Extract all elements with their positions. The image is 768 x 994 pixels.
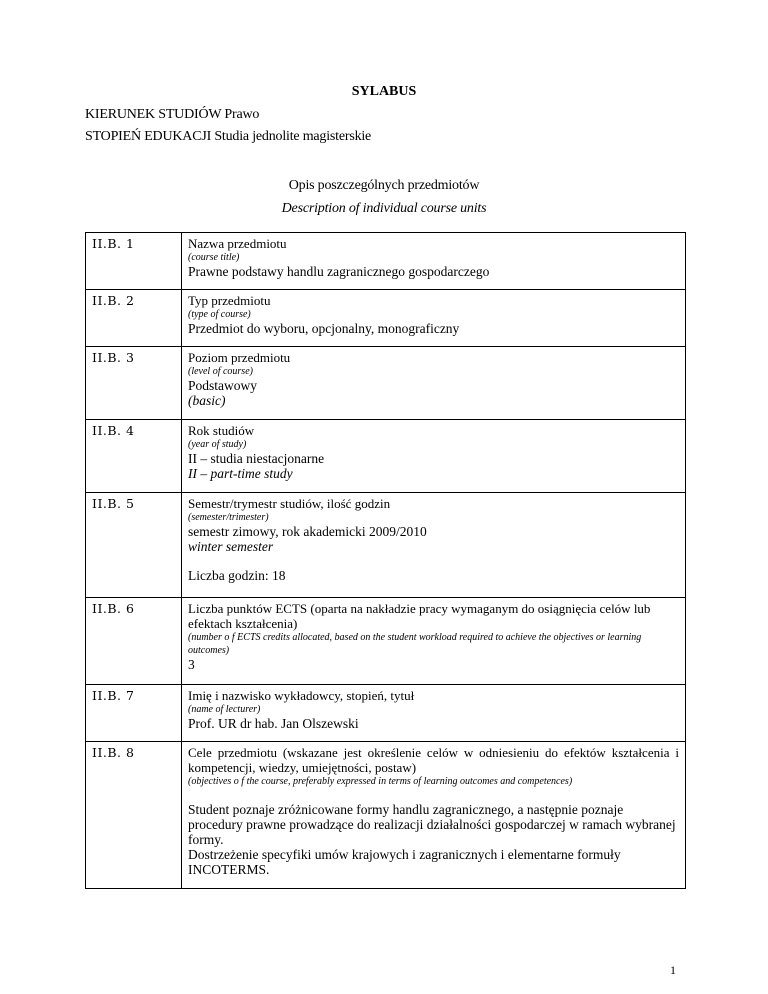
row-code: II.B. 4 (86, 420, 182, 493)
table-row (86, 598, 686, 685)
row-label: Semestr/trymestr studiów, ilość godzin (188, 496, 391, 511)
row-content (182, 742, 686, 889)
row-content (182, 685, 686, 742)
row-label-english: (year of study) (188, 439, 247, 450)
row-code: II.B. 2 (86, 290, 182, 347)
row-code: II.B. 3 (86, 347, 182, 420)
table-row (86, 493, 686, 598)
row-content (182, 347, 686, 420)
row-code: II.B. 8 (86, 742, 182, 889)
row-content (182, 598, 686, 685)
table-row (86, 290, 686, 347)
row-label-english: (course title) (188, 252, 240, 263)
row-content (182, 290, 686, 347)
row-label: Nazwa przedmiotu (188, 236, 287, 251)
education-level: STOPIEŃ EDUKACJI Studia jednolite magisterskie (85, 129, 372, 144)
row-label-english: (name of lecturer) (188, 704, 261, 715)
table-row (86, 420, 686, 493)
row-label: Poziom przedmiotu (188, 350, 291, 365)
row-label-english: (semester/trimester) (188, 512, 269, 523)
row-content (182, 493, 686, 598)
row-value-english: II – part-time study (188, 466, 293, 481)
row-code: II.B. 6 (86, 598, 182, 685)
table-row (86, 742, 686, 889)
row-label: Imię i nazwisko wykładowcy, stopień, tytuł (188, 688, 415, 703)
row-code: II.B. 5 (86, 493, 182, 598)
row-code: II.B. 1 (86, 233, 182, 290)
row-value: Prof. UR dr hab. Jan Olszewski (188, 716, 359, 731)
hours-count: Liczba godzin: 18 (188, 568, 286, 583)
row-content (182, 233, 686, 290)
table-row (86, 347, 686, 420)
heading-polish: Opis poszczególnych przedmiotów (288, 178, 480, 193)
row-label: Cele przedmiotu (wskazane jest określenie celów w odniesieniu do efektów kształcenia i kompetencji, wiedzy, umiejętności, postaw) (188, 745, 679, 775)
syllabus-table (85, 232, 686, 889)
row-value-english: winter semester (188, 539, 274, 554)
row-value: II – studia niestacjonarne (188, 451, 325, 466)
row-label: Typ przedmiotu (188, 293, 271, 308)
row-value: Podstawowy (188, 378, 258, 393)
course-objectives-2: Dostrzeżenie specyfiki umów krajowych i zagranicznych i elementarne formuły INCOTERMS. (188, 847, 621, 877)
table-row (86, 233, 686, 290)
page-number: 1 (670, 963, 676, 977)
row-label-english: (objectives o f the course, preferably expressed in terms of learning outcomes and competences) (188, 776, 573, 787)
row-value: Przedmiot do wyboru, opcjonalny, monograficzny (188, 321, 460, 336)
course-objectives: Student poznaje zróżnicowane formy handlu zagranicznego, a następnie poznaje procedury prawne prowadzące do realizacji działalności gospodarczej w ramach wybranej formy. (188, 802, 676, 847)
row-value: semestr zimowy, rok akademicki 2009/2010 (188, 524, 427, 539)
row-value: 3 (188, 657, 195, 672)
row-value-english: (basic) (188, 393, 226, 408)
row-code: II.B. 7 (86, 685, 182, 742)
row-label-english: (number o f ECTS credits allocated, based on the student workload required to achieve the objectives or learning outcomes) (188, 632, 642, 656)
row-label: Rok studiów (188, 423, 255, 438)
field-of-study: KIERUNEK STUDIÓW Prawo (85, 107, 260, 122)
page-title: SYLABUS (351, 84, 417, 99)
row-label-english: (level of course) (188, 366, 253, 377)
row-value: Prawne podstawy handlu zagranicznego gospodarczego (188, 264, 490, 279)
spacer (188, 788, 679, 802)
heading-english: Description of individual course units (281, 201, 487, 216)
spacer (188, 554, 679, 568)
row-label: Liczba punktów ECTS (oparta na nakładzie pracy wymaganym do osiągnięcia celów lub efektach kształcenia) (188, 601, 651, 631)
row-content (182, 420, 686, 493)
table-row (86, 685, 686, 742)
row-label-english: (type of course) (188, 309, 251, 320)
